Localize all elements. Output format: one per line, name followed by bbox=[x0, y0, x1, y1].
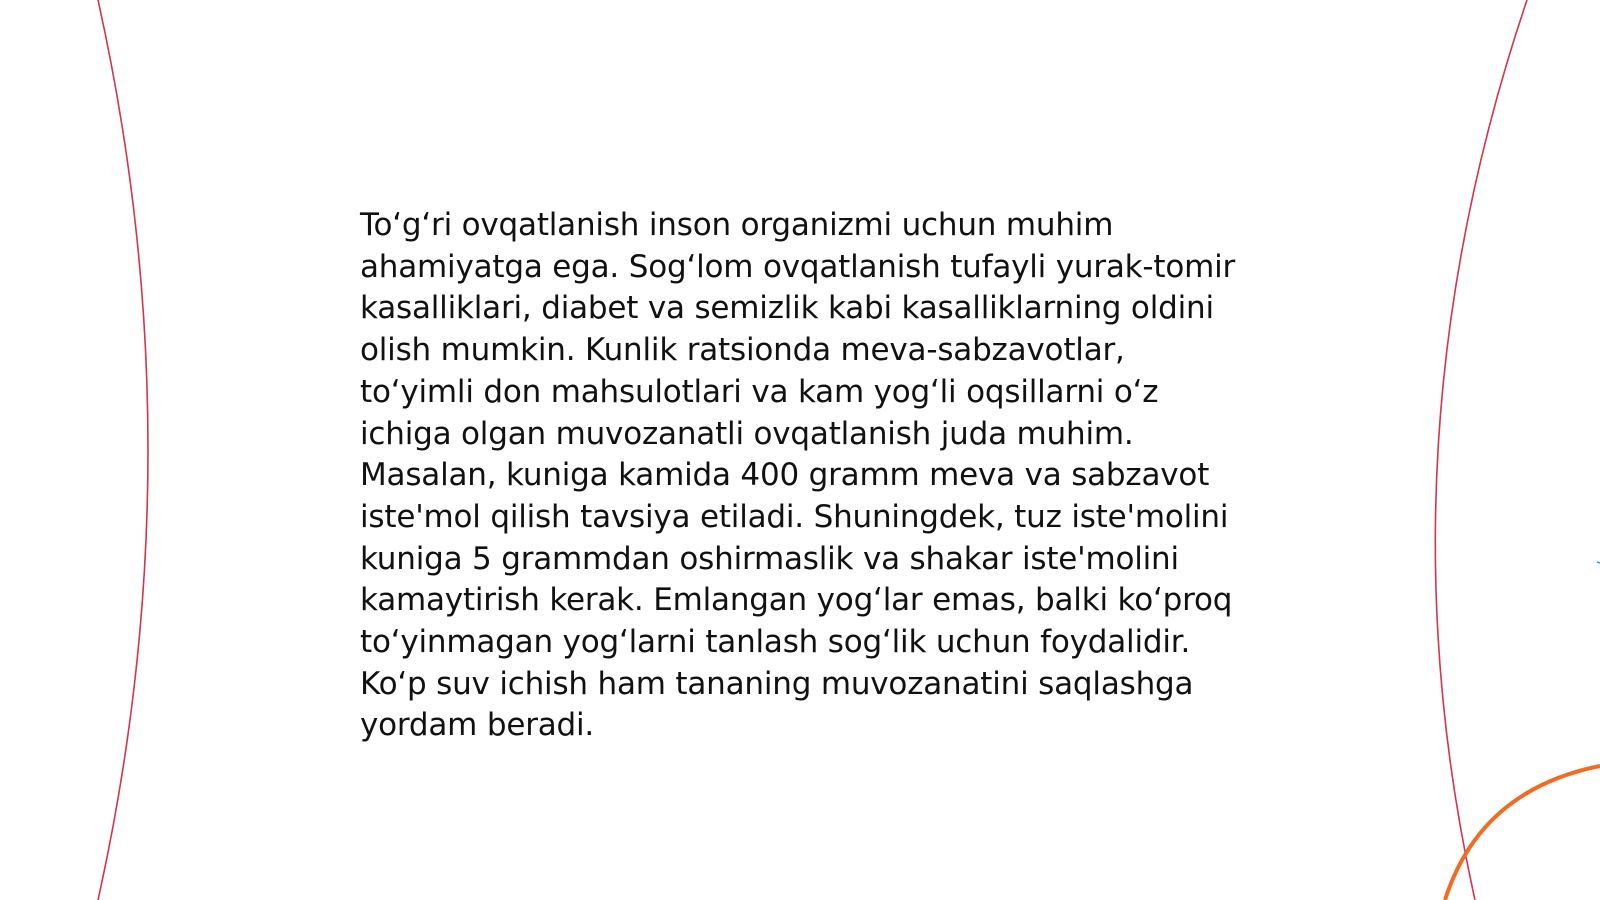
orange-arc bbox=[1445, 766, 1600, 900]
right-curve-line bbox=[1435, 0, 1527, 900]
left-curve-line bbox=[98, 0, 148, 900]
slide-paragraph: To‘g‘ri ovqatlanish inson organizmi uchun muhim ahamiyatga ega. Sog‘lom ovqatlanish tufayli yurak-tomir kasalliklari, diabet va semizlik kabi kasalliklarning oldini olish mumkin. Kunlik ratsionda meva-sabzavotlar, to‘yimli don mahsulotlari va kam yog‘li oqsillarni o‘z ichiga olgan muvozanatli ovqatlanish juda muhim. Masalan, kuniga kamida 400 gramm meva va sabzavot iste'mol qilish tavsiya etiladi. Shuningdek, tuz iste'molini kuniga 5 grammdan oshirmaslik va shakar iste'molini kamaytirish kerak. Emlangan yog‘lar emas, balki ko‘proq to‘yinmagan yog‘larni tanlash sog‘lik uchun foydalidir. Ko‘p suv ichish ham tananing muvozanatini saqlashga yordam beradi. bbox=[360, 207, 1236, 744]
